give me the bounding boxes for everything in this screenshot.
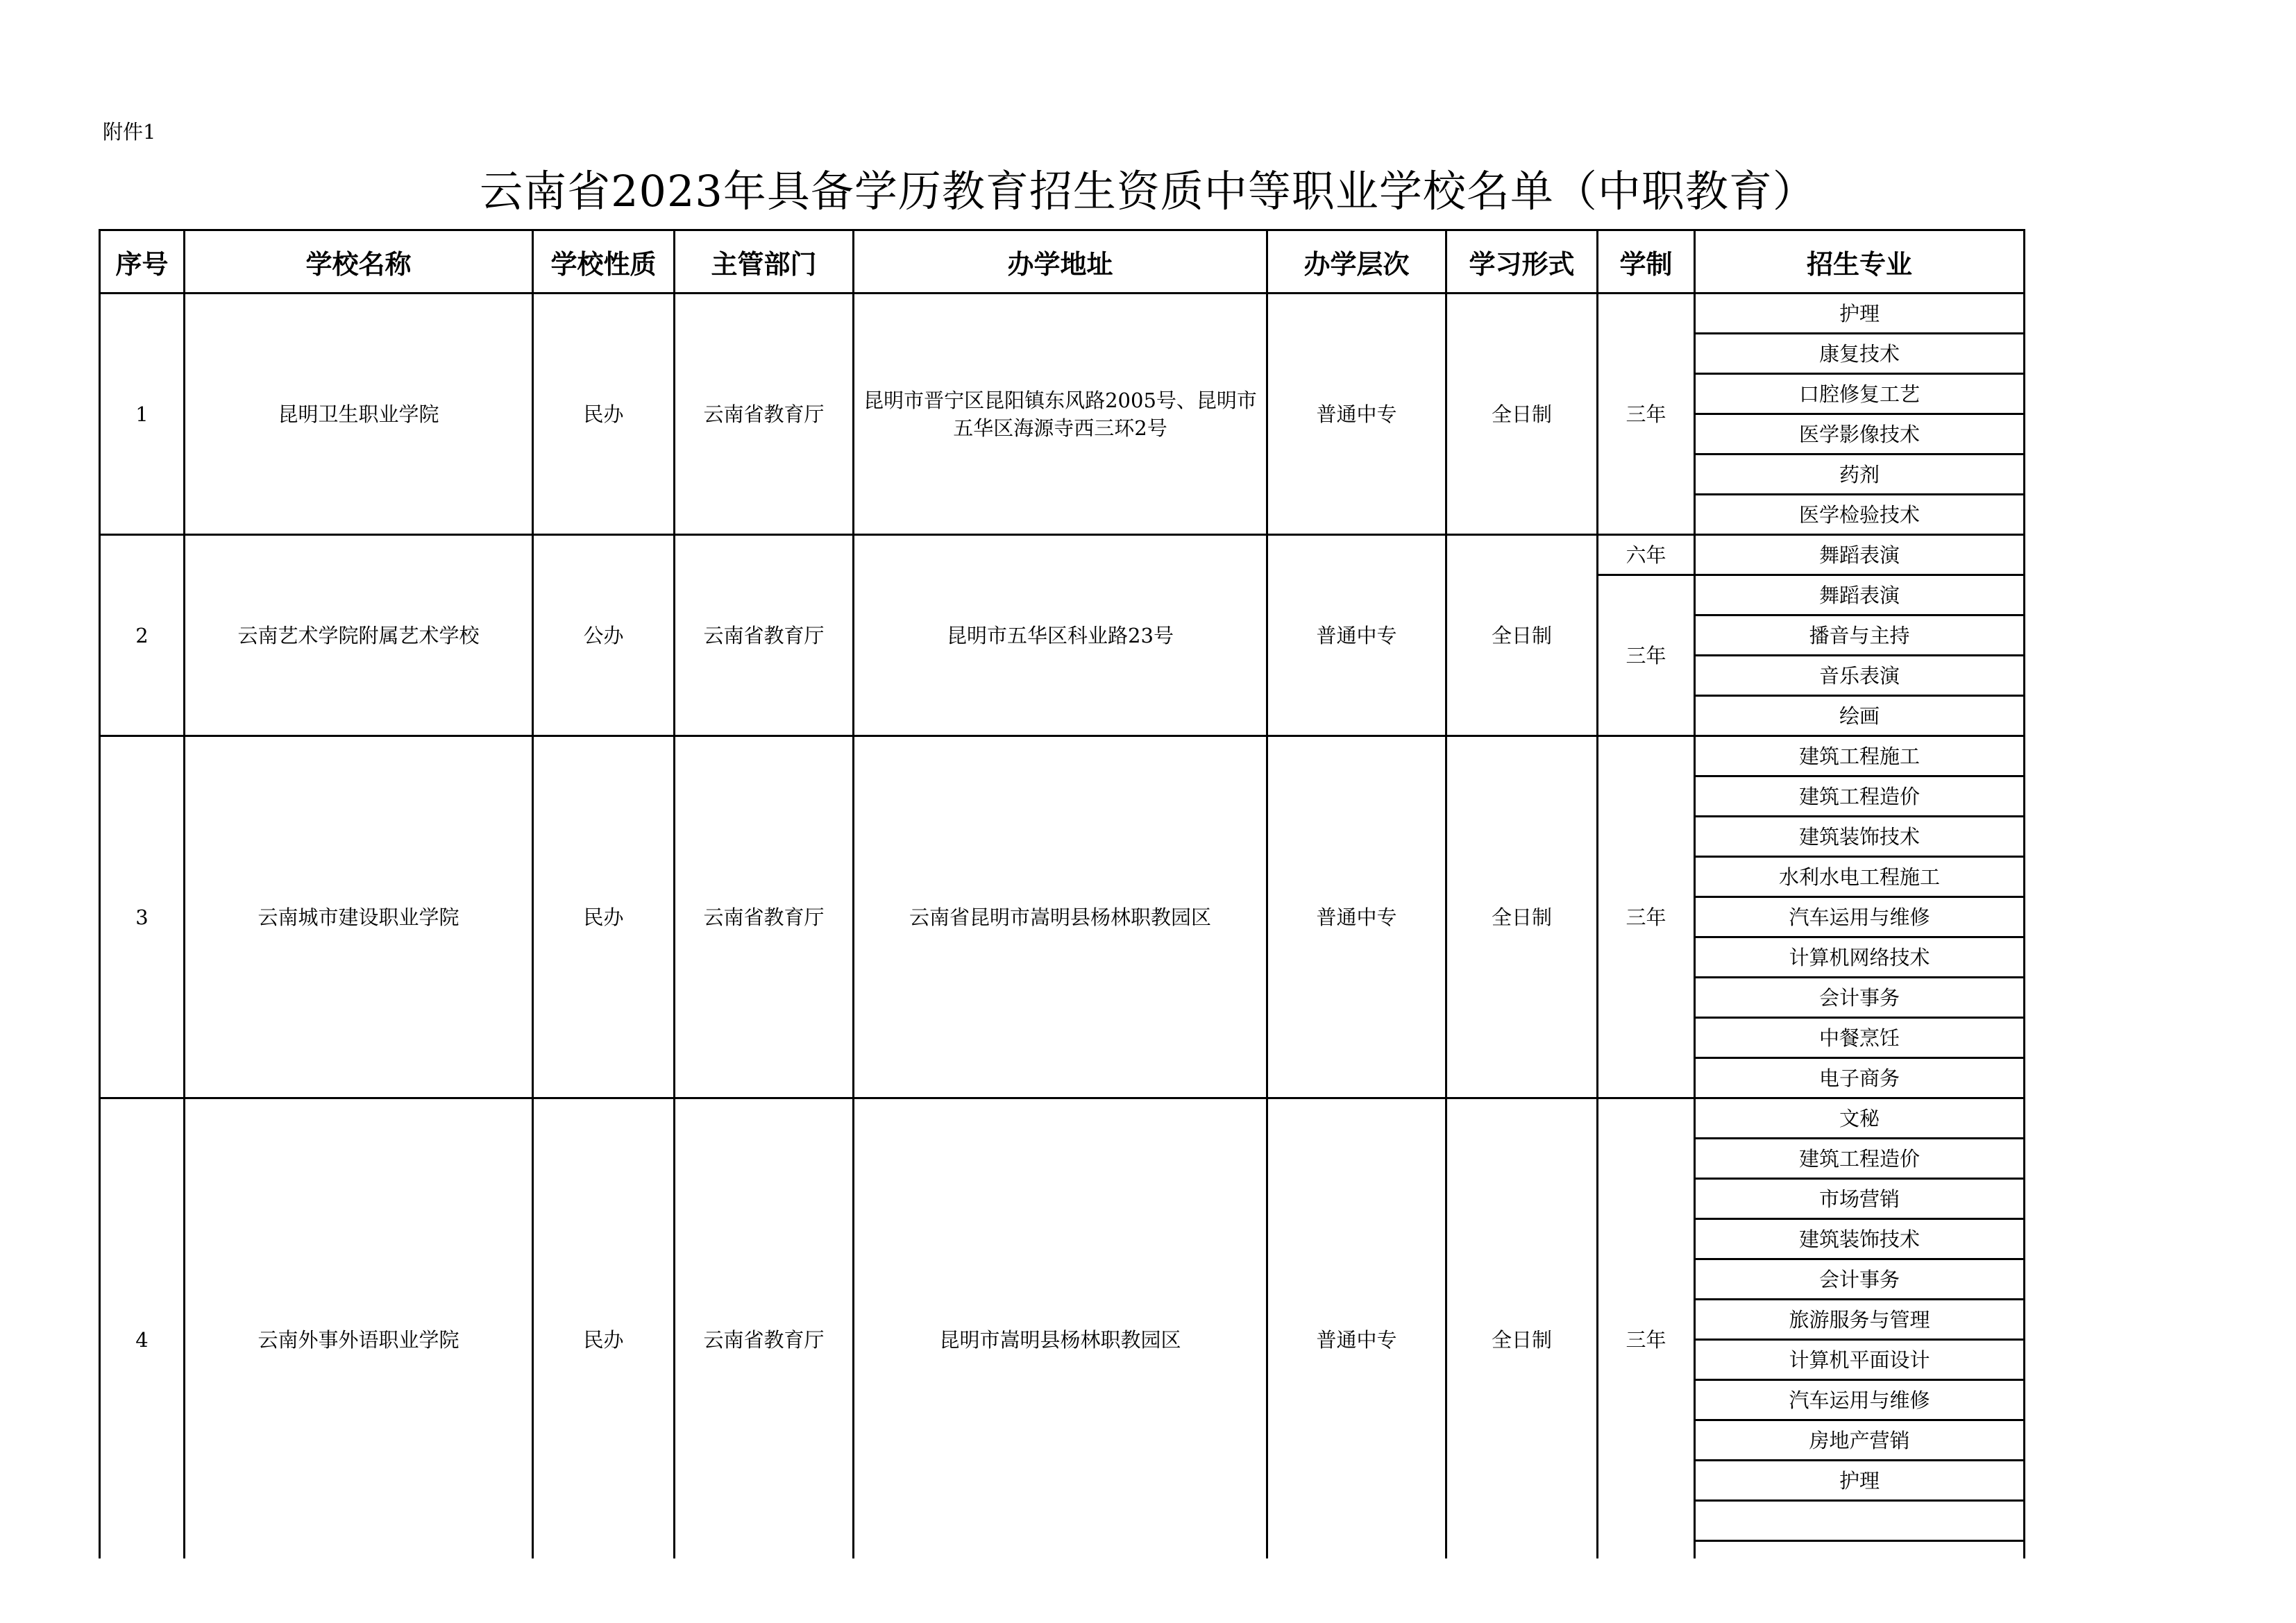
cell-major: 护理 [1695,294,2025,334]
table-row [100,294,2025,334]
cell-major: 康复技术 [1695,334,2025,374]
cell-major: 播音与主持 [1695,615,2025,656]
table-row [100,736,2025,776]
cell-major: 文秘 [1695,1098,2025,1139]
cell-address: 昆明市晋宁区昆阳镇东风路2005号、昆明市五华区海源寺西三环2号 [854,294,1267,535]
cell-major: 计算机平面设计 [1695,1340,2025,1380]
cell-duration: 三年 [1598,294,1695,535]
header-address: 办学地址 [854,230,1267,294]
cell-major: 舞蹈表演 [1695,535,2025,575]
cell-no: 3 [100,736,185,1098]
cell-major: 房地产营销 [1695,1420,2025,1461]
cell-study-form: 全日制 [1446,535,1598,736]
header-department: 主管部门 [675,230,854,294]
cell-level: 普通中专 [1267,1098,1446,1581]
page-cutoff [0,1558,2296,1623]
cell-major: 会计事务 [1695,978,2025,1018]
cell-major: 音乐表演 [1695,656,2025,696]
cell-department: 云南省教育厅 [675,736,854,1098]
cell-major [1695,1501,2025,1541]
cell-duration: 三年 [1598,736,1695,1098]
cell-study-form: 全日制 [1446,294,1598,535]
cell-major: 药剂 [1695,454,2025,495]
cell-duration: 三年 [1598,1098,1695,1581]
cell-level: 普通中专 [1267,294,1446,535]
cell-duration: 六年 [1598,535,1695,575]
cell-department: 云南省教育厅 [675,294,854,535]
cell-major: 旅游服务与管理 [1695,1300,2025,1340]
attachment-label: 附件1 [103,120,156,144]
cell-major: 计算机网络技术 [1695,937,2025,978]
header-duration: 学制 [1598,230,1695,294]
table-row [100,1098,2025,1139]
cell-school-nature: 民办 [533,294,675,535]
cell-major: 口腔修复工艺 [1695,374,2025,414]
table-row [100,535,2025,575]
header-level: 办学层次 [1267,230,1446,294]
cell-major: 电子商务 [1695,1058,2025,1098]
header-school-nature: 学校性质 [533,230,675,294]
cell-no: 2 [100,535,185,736]
cell-major: 水利水电工程施工 [1695,857,2025,897]
header-majors: 招生专业 [1695,230,2025,294]
cell-major: 建筑工程造价 [1695,1139,2025,1179]
cell-school-name: 云南外事外语职业学院 [185,1098,533,1581]
header-no: 序号 [100,230,185,294]
cell-major: 建筑装饰技术 [1695,1219,2025,1259]
cell-major: 会计事务 [1695,1259,2025,1300]
header-school-name: 学校名称 [185,230,533,294]
cell-address: 昆明市嵩明县杨林职教园区 [854,1098,1267,1581]
cell-major: 建筑装饰技术 [1695,817,2025,857]
cell-major: 绘画 [1695,696,2025,736]
cell-school-nature: 公办 [533,535,675,736]
cell-level: 普通中专 [1267,736,1446,1098]
cell-major: 市场营销 [1695,1179,2025,1219]
cell-department: 云南省教育厅 [675,535,854,736]
cell-study-form: 全日制 [1446,736,1598,1098]
cell-address: 云南省昆明市嵩明县杨林职教园区 [854,736,1267,1098]
cell-school-name: 云南城市建设职业学院 [185,736,533,1098]
header-row [100,230,2025,294]
cell-major: 汽车运用与维修 [1695,897,2025,937]
cell-no: 1 [100,294,185,535]
document-title: 云南省2023年具备学历教育招生资质中等职业学校名单（中职教育） [480,166,1816,216]
cell-major: 中餐烹饪 [1695,1018,2025,1058]
cell-major: 护理 [1695,1461,2025,1501]
cell-school-name: 昆明卫生职业学院 [185,294,533,535]
cell-duration: 三年 [1598,575,1695,736]
cell-major: 建筑工程造价 [1695,776,2025,817]
cell-school-nature: 民办 [533,1098,675,1581]
cell-address: 昆明市五华区科业路23号 [854,535,1267,736]
cell-major: 汽车运用与维修 [1695,1380,2025,1420]
cell-major: 舞蹈表演 [1695,575,2025,615]
cell-school-name: 云南艺术学院附属艺术学校 [185,535,533,736]
cell-major: 医学检验技术 [1695,495,2025,535]
cell-major: 建筑工程施工 [1695,736,2025,776]
cell-major: 医学影像技术 [1695,414,2025,454]
cell-level: 普通中专 [1267,535,1446,736]
header-study-form: 学习形式 [1446,230,1598,294]
cell-study-form: 全日制 [1446,1098,1598,1581]
school-list-table [99,229,2025,1582]
cell-no: 4 [100,1098,185,1581]
cell-school-nature: 民办 [533,736,675,1098]
cell-department: 云南省教育厅 [675,1098,854,1581]
